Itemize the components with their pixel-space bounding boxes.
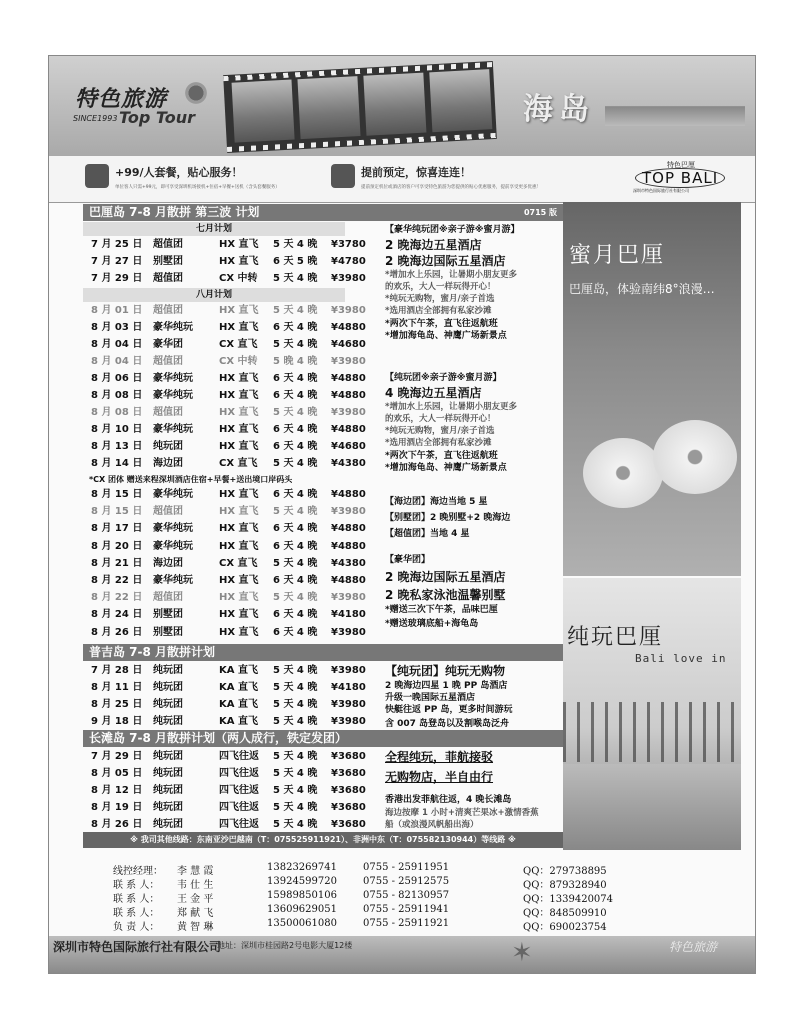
info-line: *赠送玻璃底船+海龟岛 <box>385 619 479 629</box>
price-cell: ¥4880 <box>331 489 366 500</box>
bali-section-header <box>83 204 563 221</box>
table-row <box>83 572 366 589</box>
duration-cell: 6 天 5 晚 <box>273 256 318 267</box>
type-cell: 纯玩团 <box>153 682 183 693</box>
price-cell: ¥3980 <box>331 356 366 367</box>
price-cell: ¥4880 <box>331 575 366 586</box>
date-cell: 9 月 18 日 <box>91 716 143 727</box>
leaf-icon <box>85 164 109 188</box>
flight-cell: HX 直飞 <box>219 523 259 535</box>
duration-cell: 5 天 4 晚 <box>273 819 318 830</box>
contact-role: 线控经理： <box>113 866 163 877</box>
flight-cell: CX 中转 <box>219 273 258 284</box>
flight-cell: HX 直飞 <box>219 506 259 518</box>
table-row <box>83 270 366 287</box>
duration-cell: 5 天 4 晚 <box>273 716 318 727</box>
table-row <box>83 336 366 353</box>
sun-icon <box>181 78 211 108</box>
flight-cell: HX 直飞 <box>219 626 259 638</box>
pure-bali-title: 纯玩巴厘 <box>567 625 664 650</box>
duration-cell: 5 天 4 晚 <box>273 506 318 518</box>
type-cell: 纯玩团 <box>153 768 183 779</box>
price-cell: ¥3980 <box>331 407 366 418</box>
type-cell: 超值团 <box>153 506 183 518</box>
contact-qq: QQ：1339420074 <box>523 894 614 905</box>
type-cell: 纯玩团 <box>153 751 183 762</box>
other-routes-hotline: ※ 我司其他线路：东南亚沙巴越南（T：075525911921）、非洲中东（T：075582130944）等线路 ※ <box>83 832 563 848</box>
july-plan-label: 七月计划 <box>83 222 345 236</box>
info-line: *增加海龟岛、神鹰广场新景点 <box>385 463 507 473</box>
duration-cell: 5 天 4 晚 <box>273 802 318 813</box>
duration-cell: 6 天 4 晚 <box>273 626 318 638</box>
info-line: 【纯玩团※亲子游※蜜月游】 <box>385 373 502 383</box>
price-cell: ¥3980 <box>331 592 366 604</box>
info-line: *增加水上乐园，让暑期小朋友更多 <box>385 402 517 412</box>
type-cell: 海边团 <box>153 458 183 469</box>
date-cell: 8 月 13 日 <box>91 441 143 452</box>
table-row <box>83 387 366 404</box>
table-row <box>83 486 366 503</box>
contact-role: 负 责 人： <box>113 922 160 933</box>
date-cell: 8 月 03 日 <box>91 322 143 333</box>
table-row <box>83 370 366 387</box>
flight-cell: HX 直飞 <box>219 489 259 500</box>
promo-mid-title: 提前预定，惊喜连连！ <box>361 166 471 179</box>
info-line: *选用酒店全部拥有私家沙滩 <box>385 306 492 316</box>
date-cell: 8 月 22 日 <box>91 592 143 604</box>
info-line: 全程纯玩，菲航接驳 <box>385 750 494 764</box>
sea-image <box>563 764 741 850</box>
price-cell: ¥4880 <box>331 373 366 384</box>
date-cell: 7 月 29 日 <box>91 751 143 762</box>
info-line: *两次下午茶，直飞往返航班 <box>385 451 498 461</box>
price-cell: ¥3980 <box>331 506 366 518</box>
table-row <box>83 438 366 455</box>
price-cell: ¥4180 <box>331 682 366 693</box>
contact-tel: 0755 - 25911941 <box>363 904 450 915</box>
price-cell: ¥3680 <box>331 785 366 796</box>
flight-cell: HX 直飞 <box>219 239 259 250</box>
version-label: 0715 版 <box>523 208 557 217</box>
table-row <box>83 748 366 765</box>
type-cell: 纯玩团 <box>153 665 183 676</box>
duration-cell: 6 天 4 晚 <box>273 424 318 435</box>
table-row <box>83 253 366 270</box>
table-row <box>83 799 366 816</box>
photo-beach <box>232 80 295 143</box>
contact-tel: 0755 - 82130957 <box>363 890 450 901</box>
date-cell: 8 月 19 日 <box>91 802 143 813</box>
date-cell: 8 月 15 日 <box>91 506 143 518</box>
table-row <box>83 555 366 572</box>
info-line: 4 晚海边五星酒店 <box>385 386 482 400</box>
company-logo <box>63 82 213 134</box>
info-line: 船（或浪漫风帆船出海） <box>385 820 479 830</box>
date-cell: 8 月 22 日 <box>91 575 143 586</box>
info-line: 【超值团】当地 4 星 <box>385 529 470 539</box>
footer-bar <box>49 936 755 973</box>
duration-cell: 5 天 4 晚 <box>273 458 318 469</box>
duration-cell: 6 天 4 晚 <box>273 523 318 535</box>
type-cell: 纯玩团 <box>153 802 183 813</box>
contact-name: 郑 献 飞 <box>177 908 214 919</box>
type-cell: 豪华纯玩 <box>153 489 193 500</box>
type-cell: 豪华纯玩 <box>153 575 193 586</box>
duration-cell: 6 天 4 晚 <box>273 540 318 552</box>
info-line: *增加海龟岛、神鹰广场新景点 <box>385 331 507 341</box>
footer-address: 地址：深圳市桂园路2号电影大厦12楼 <box>217 941 353 950</box>
flight-cell: KA 直飞 <box>219 665 258 676</box>
table-row <box>83 696 366 713</box>
price-cell: ¥4880 <box>331 390 366 401</box>
duration-cell: 6 天 4 晚 <box>273 609 318 621</box>
flight-cell: KA 直飞 <box>219 699 258 710</box>
info-line: 的欢乐，大人一样玩得开心！ <box>385 282 496 292</box>
contact-tel: 0755 - 25911921 <box>363 918 450 929</box>
changtan-title: 长滩岛 7-8 月散拼计划（两人成行，铁定发团） <box>89 731 348 745</box>
date-cell: 8 月 05 日 <box>91 768 143 779</box>
price-cell: ¥3980 <box>331 305 366 316</box>
price-cell: ¥4680 <box>331 339 366 350</box>
table-row <box>83 589 366 606</box>
table-row <box>83 816 366 833</box>
pure-bali-panel <box>563 578 741 850</box>
info-line: 【豪华团】 <box>385 555 431 565</box>
type-cell: 别墅团 <box>153 626 183 638</box>
logo-since: SINCE1993 <box>73 114 118 123</box>
type-cell: 纯玩团 <box>153 441 183 452</box>
contact-role: 联 系 人： <box>113 880 160 891</box>
info-line: 2 晚海边国际五星酒店 <box>385 254 506 268</box>
table-row <box>83 302 366 319</box>
table-row <box>83 421 366 438</box>
type-cell: 豪华纯玩 <box>153 523 193 535</box>
date-cell: 8 月 24 日 <box>91 609 143 621</box>
cx-note: *CX 团体 赠送来程深圳酒店住宿+早餐+送出境口岸码头 <box>89 475 293 484</box>
table-row <box>83 624 366 641</box>
date-cell: 8 月 04 日 <box>91 356 143 367</box>
info-line: 2 晚海边四星 1 晚 PP 岛酒店 <box>385 681 508 691</box>
flight-cell: HX 直飞 <box>219 609 259 621</box>
flight-cell: KA 直飞 <box>219 682 258 693</box>
price-cell: ¥3980 <box>331 716 366 727</box>
flight-cell: HX 直飞 <box>219 322 259 333</box>
contact-tel: 0755 - 25912575 <box>363 876 450 887</box>
contact-role: 联 系 人： <box>113 894 160 905</box>
duration-cell: 5 晚 4 晚 <box>273 356 318 367</box>
leaf-icon <box>331 164 355 188</box>
table-row <box>83 662 366 679</box>
honeymoon-panel <box>563 202 741 576</box>
price-cell: ¥4380 <box>331 557 366 569</box>
flight-cell: HX 直飞 <box>219 540 259 552</box>
frangipani-flower-icon <box>583 438 663 508</box>
photo-temple <box>363 73 426 136</box>
flight-cell: HX 直飞 <box>219 407 259 418</box>
flight-cell: HX 直飞 <box>219 592 259 604</box>
price-cell: ¥3680 <box>331 768 366 779</box>
date-cell: 8 月 08 日 <box>91 407 143 418</box>
contact-tel: 0755 - 25911951 <box>363 862 450 873</box>
price-cell: ¥4780 <box>331 256 366 267</box>
contact-role: 联 系 人： <box>113 908 160 919</box>
info-line: 【纯玩团】纯玩无购物 <box>385 664 506 678</box>
table-row <box>83 353 366 370</box>
duration-cell: 5 天 4 晚 <box>273 239 318 250</box>
info-line: 2 晚海边五星酒店 <box>385 238 482 252</box>
honeymoon-sub: 巴厘岛，体验南纬8°浪漫… <box>569 282 715 296</box>
table-row <box>83 319 366 336</box>
date-cell: 8 月 06 日 <box>91 373 143 384</box>
table-row <box>83 503 366 520</box>
info-line: *选用酒店全部拥有私家沙滩 <box>385 438 492 448</box>
date-cell: 8 月 25 日 <box>91 699 143 710</box>
type-cell: 纯玩团 <box>153 785 183 796</box>
type-cell: 纯玩团 <box>153 716 183 727</box>
duration-cell: 6 天 4 晚 <box>273 489 318 500</box>
date-cell: 8 月 20 日 <box>91 540 143 552</box>
contact-mobile: 15989850106 <box>267 890 337 901</box>
table-row <box>83 679 366 696</box>
duration-cell: 5 天 4 晚 <box>273 785 318 796</box>
promo-left-title: +99/人套餐，贴心服务！ <box>115 166 243 179</box>
type-cell: 超值团 <box>153 239 183 250</box>
price-cell: ¥3680 <box>331 819 366 830</box>
changtan-section-header <box>83 730 563 747</box>
header-banner <box>49 56 755 156</box>
date-cell: 8 月 12 日 <box>91 785 143 796</box>
price-cell: ¥4680 <box>331 441 366 452</box>
type-cell: 豪华团 <box>153 339 183 350</box>
contact-mobile: 13609629051 <box>267 904 337 915</box>
promo-left-sub: 单位客人只需+99元，即可享受深圳机场接机+住宿+早餐+送机（含头套餐服务） <box>115 185 280 190</box>
flight-cell: HX 直飞 <box>219 390 259 401</box>
table-row <box>83 765 366 782</box>
bali-title: 巴厘岛 7-8 月散拼 第三波 计划 <box>89 205 260 219</box>
type-cell: 纯玩团 <box>153 819 183 830</box>
flight-cell: HX 直飞 <box>219 575 259 586</box>
contact-qq: QQ：279738895 <box>523 866 607 877</box>
table-row <box>83 782 366 799</box>
duration-cell: 5 天 4 晚 <box>273 768 318 779</box>
type-cell: 豪华纯玩 <box>153 390 193 401</box>
type-cell: 超值团 <box>153 305 183 316</box>
contact-mobile: 13500061080 <box>267 918 337 929</box>
info-line: 2 晚海边国际五星酒店 <box>385 570 506 584</box>
date-cell: 8 月 26 日 <box>91 626 143 638</box>
date-cell: 8 月 01 日 <box>91 305 143 316</box>
price-cell: ¥3680 <box>331 802 366 813</box>
contact-mobile: 13924599720 <box>267 876 337 887</box>
contact-qq: QQ：690023754 <box>523 922 607 933</box>
duration-cell: 6 天 4 晚 <box>273 575 318 586</box>
price-cell: ¥4880 <box>331 540 366 552</box>
info-line: 快艇往返 PP 岛，更多时间游玩 <box>385 705 513 715</box>
frangipani-flower-icon <box>653 420 737 494</box>
info-line: 含 007 岛登岛以及割喉岛泛舟 <box>385 719 510 729</box>
date-cell: 8 月 21 日 <box>91 557 143 569</box>
price-cell: ¥3980 <box>331 665 366 676</box>
starfish-icon: ✶ <box>511 938 533 968</box>
table-row <box>83 520 366 537</box>
price-cell: ¥3780 <box>331 239 366 250</box>
flight-cell: 四飞往返 <box>219 802 259 813</box>
price-cell: ¥4380 <box>331 458 366 469</box>
photo-resort <box>297 76 360 139</box>
duration-cell: 6 天 4 晚 <box>273 322 318 333</box>
info-line: 【海边团】海边当地 5 星 <box>385 497 488 507</box>
type-cell: 别墅团 <box>153 256 183 267</box>
type-cell: 超值团 <box>153 273 183 284</box>
price-cell: ¥4880 <box>331 322 366 333</box>
duration-cell: 6 天 4 晚 <box>273 390 318 401</box>
honeymoon-title: 蜜月巴厘 <box>569 243 666 268</box>
date-cell: 8 月 04 日 <box>91 339 143 350</box>
info-line: 无购物店，半自由行 <box>385 770 494 784</box>
promo-strip <box>49 156 755 203</box>
footer-logo: 特色旅游 <box>669 940 718 954</box>
flight-cell: CX 直飞 <box>219 557 258 569</box>
info-line: 的欢乐，大人一样玩得开心！ <box>385 414 496 424</box>
price-cell: ¥3980 <box>331 273 366 284</box>
date-cell: 7 月 25 日 <box>91 239 143 250</box>
duration-cell: 5 天 4 晚 <box>273 699 318 710</box>
flight-cell: 四飞往返 <box>219 768 259 779</box>
date-cell: 8 月 11 日 <box>91 682 143 693</box>
duration-cell: 5 天 4 晚 <box>273 665 318 676</box>
type-cell: 别墅团 <box>153 609 183 621</box>
duration-cell: 5 天 4 晚 <box>273 682 318 693</box>
table-row <box>83 236 366 253</box>
type-cell: 超值团 <box>153 592 183 604</box>
flight-cell: CX 直飞 <box>219 339 258 350</box>
island-scene-image <box>605 86 745 126</box>
flight-cell: 四飞往返 <box>219 751 259 762</box>
table-row <box>83 538 366 555</box>
table-row <box>83 404 366 421</box>
flight-cell: HX 直飞 <box>219 441 259 452</box>
type-cell: 豪华纯玩 <box>153 424 193 435</box>
flight-cell: CX 直飞 <box>219 458 258 469</box>
price-cell: ¥4180 <box>331 609 366 621</box>
date-cell: 7 月 29 日 <box>91 273 143 284</box>
duration-cell: 5 天 4 晚 <box>273 557 318 569</box>
type-cell: 海边团 <box>153 557 183 569</box>
logo-cn: 特色旅游 <box>75 87 168 112</box>
type-cell: 超值团 <box>153 356 183 367</box>
film-strip-photos <box>223 61 497 153</box>
flight-cell: HX 直飞 <box>219 305 259 316</box>
contact-name: 黄 智 琳 <box>177 922 214 933</box>
footer-company: 深圳市特色国际旅行社有限公司 <box>53 940 222 954</box>
aug-plan-label: 八月计划 <box>83 288 345 302</box>
contact-name: 韦 仕 生 <box>177 880 214 891</box>
contact-name: 李 慧 霞 <box>177 866 214 877</box>
table-row <box>83 455 366 472</box>
contact-qq: QQ：879328940 <box>523 880 607 891</box>
pure-bali-sub: Bali love in <box>635 652 727 665</box>
price-cell: ¥4880 <box>331 523 366 535</box>
duration-cell: 6 天 4 晚 <box>273 441 318 452</box>
info-line: *两次下午茶，直飞往返航班 <box>385 319 498 329</box>
type-cell: 豪华纯玩 <box>153 540 193 552</box>
type-cell: 超值团 <box>153 407 183 418</box>
date-cell: 8 月 14 日 <box>91 458 143 469</box>
page-title: 海岛 <box>523 92 595 127</box>
date-cell: 8 月 15 日 <box>91 489 143 500</box>
type-cell: 纯玩团 <box>153 699 183 710</box>
type-cell: 豪华纯玩 <box>153 373 193 384</box>
flight-cell: 四飞往返 <box>219 785 259 796</box>
duration-cell: 5 天 4 晚 <box>273 751 318 762</box>
brochure-page <box>48 55 756 974</box>
info-line: 升级一晚国际五星酒店 <box>385 693 476 703</box>
duration-cell: 5 天 4 晚 <box>273 305 318 316</box>
contact-qq: QQ：848509910 <box>523 908 607 919</box>
duration-cell: 5 天 4 晚 <box>273 339 318 350</box>
duration-cell: 5 天 4 晚 <box>273 407 318 418</box>
duration-cell: 5 天 4 晚 <box>273 592 318 604</box>
price-cell: ¥3980 <box>331 626 366 638</box>
phuket-section-header <box>83 644 563 661</box>
info-line: 2 晚私家泳池温馨别墅 <box>385 588 506 602</box>
info-line: *赠送三次下午茶，品味巴厘 <box>385 605 498 615</box>
table-row <box>83 713 366 730</box>
date-cell: 8 月 17 日 <box>91 523 143 535</box>
date-cell: 8 月 26 日 <box>91 819 143 830</box>
top-bali-logo: 特色巴厘 TOP BALI 深圳市特色国际旅行社有限公司 <box>631 160 731 198</box>
date-cell: 7 月 28 日 <box>91 665 143 676</box>
info-line: 【豪华纯玩团※亲子游※蜜月游】 <box>385 225 520 235</box>
photo-villa <box>429 69 492 132</box>
date-cell: 7 月 27 日 <box>91 256 143 267</box>
contact-name: 王 金 平 <box>177 894 214 905</box>
flight-cell: 四飞往返 <box>219 819 259 830</box>
duration-cell: 6 天 4 晚 <box>273 373 318 384</box>
flight-cell: HX 直飞 <box>219 424 259 435</box>
price-cell: ¥3680 <box>331 751 366 762</box>
info-line: *纯玩无购物，蜜月/亲子首选 <box>385 294 495 304</box>
flight-cell: KA 直飞 <box>219 716 258 727</box>
contact-mobile: 13823269741 <box>267 862 337 873</box>
info-line: 香港出发菲航往返，4 晚长滩岛 <box>385 795 512 805</box>
date-cell: 8 月 08 日 <box>91 390 143 401</box>
duration-cell: 5 天 4 晚 <box>273 273 318 284</box>
info-line: *纯玩无购物，蜜月/亲子首选 <box>385 426 495 436</box>
flight-cell: HX 直飞 <box>219 373 259 384</box>
price-cell: ¥4880 <box>331 424 366 435</box>
info-line: *增加水上乐园，让暑期小朋友更多 <box>385 270 517 280</box>
date-cell: 8 月 10 日 <box>91 424 143 435</box>
logo-en: Top Tour <box>119 108 195 127</box>
palm-trees-image <box>563 702 741 762</box>
type-cell: 豪华纯玩 <box>153 322 193 333</box>
table-row <box>83 606 366 623</box>
info-line: 【别墅团】2 晚别墅+2 晚海边 <box>385 513 511 523</box>
price-cell: ¥3980 <box>331 699 366 710</box>
flight-cell: CX 中转 <box>219 356 258 367</box>
flight-cell: HX 直飞 <box>219 256 259 267</box>
phuket-title: 普吉岛 7-8 月散拼计划 <box>89 645 216 659</box>
info-line: 海边按摩 1 小时+清爽芒果冰+激情香蕉 <box>385 808 539 818</box>
promo-mid-sub: 提前预定机位或酒店的客户可享受特色旅游为您提供的贴心优惠服务，提前享受更多优惠！ <box>361 185 541 190</box>
